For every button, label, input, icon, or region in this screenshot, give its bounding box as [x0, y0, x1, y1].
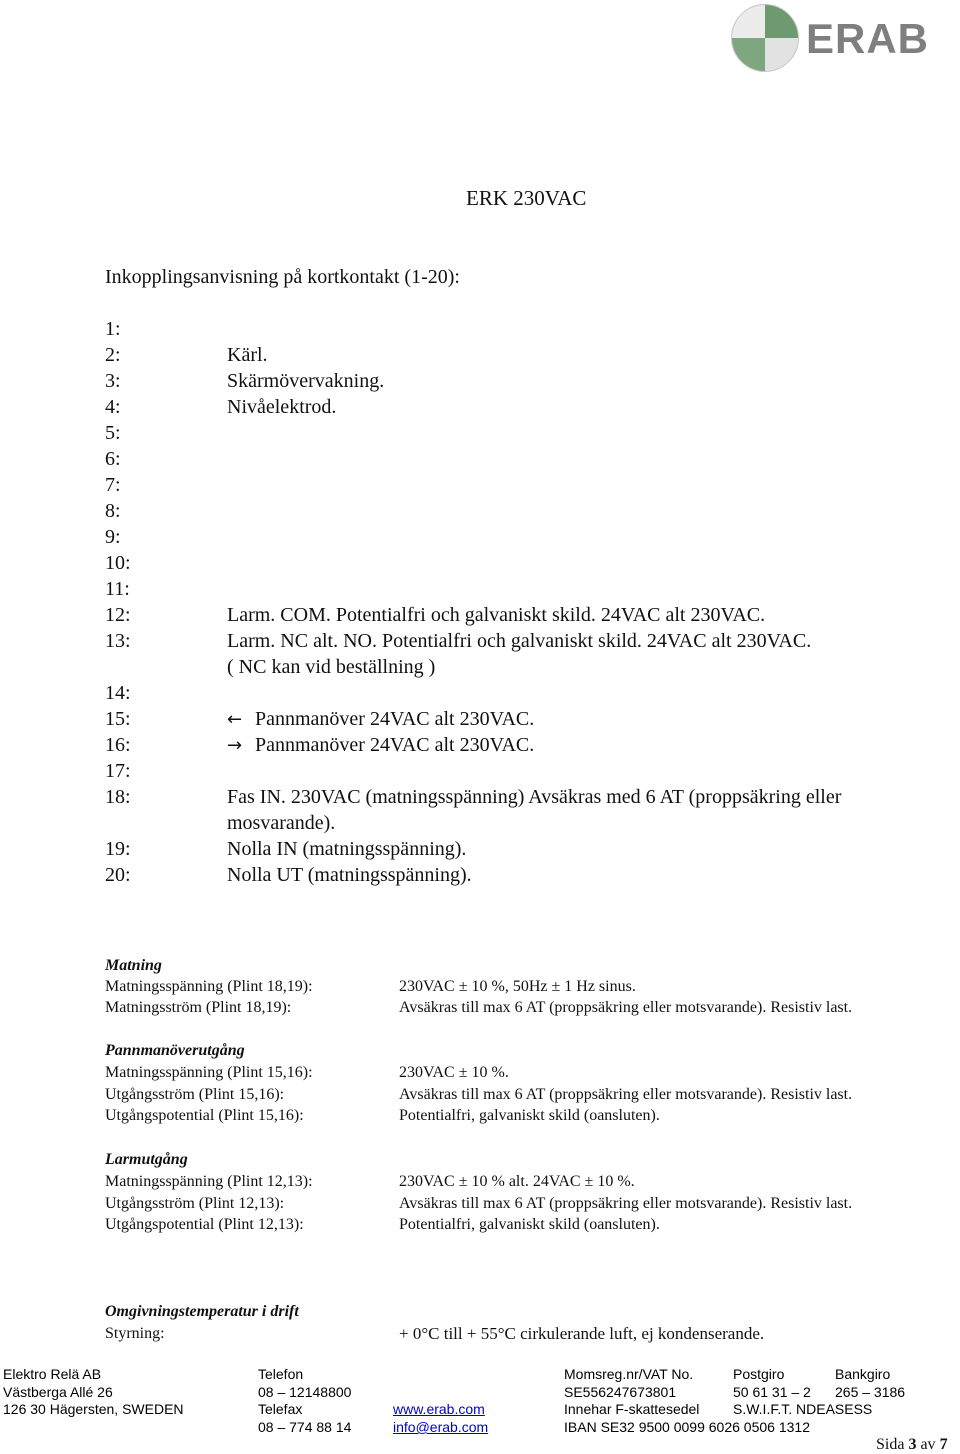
- pin-number: 5:: [105, 422, 121, 444]
- pin-description: [227, 656, 435, 679]
- footer-postgiro: 50 61 31 – 2: [733, 1384, 811, 1400]
- pin-number: 17:: [105, 760, 131, 782]
- page-number: [876, 1436, 948, 1454]
- footer-city: 126 30 Hägersten, SWEDEN: [3, 1401, 184, 1417]
- footer-website-link[interactable]: www.erab.com: [393, 1401, 485, 1417]
- footer-iban: IBAN SE32 9500 0099 6026 0506 1312: [564, 1419, 810, 1435]
- page-mid: av: [916, 1436, 940, 1453]
- pin-description-text: Kärl.: [227, 344, 268, 366]
- pin-number: 19:: [105, 838, 131, 860]
- erab-logo: [726, 0, 960, 76]
- spec-value: Avsäkras till max 6 AT (proppsäkring eller motsvarande). Resistiv last.: [399, 1086, 853, 1103]
- page-prefix: Sida: [876, 1436, 909, 1453]
- spec-value: Potentialfri, galvaniskt skild (oansluten).: [399, 1107, 660, 1124]
- pin-description-text: Pannmanöver 24VAC alt 230VAC.: [255, 734, 535, 756]
- pin-description: [227, 396, 336, 419]
- pin-number: 2:: [105, 344, 121, 366]
- pin-description: [227, 344, 268, 367]
- footer-email-link[interactable]: info@erab.com: [393, 1419, 489, 1435]
- pin-description-text: Pannmanöver 24VAC alt 230VAC.: [255, 708, 535, 730]
- footer-address: Västberga Allé 26: [3, 1384, 113, 1400]
- footer-fax: 08 – 774 88 14: [258, 1419, 352, 1435]
- pin-description: [227, 604, 765, 627]
- pin-number: 4:: [105, 396, 121, 418]
- pin-description: [227, 864, 472, 887]
- pin-description: [227, 708, 534, 731]
- spec-value: Avsäkras till max 6 AT (proppsäkring eller motsvarande). Resistiv last.: [399, 999, 853, 1016]
- spec-heading-temp: Omgivningstemperatur i drift: [105, 1303, 299, 1320]
- pin-number: 9:: [105, 526, 121, 548]
- footer-company: Elektro Relä AB: [3, 1366, 102, 1382]
- document-title: ERK 230VAC: [466, 186, 587, 210]
- pin-description-text: Nivåelektrod.: [227, 396, 337, 418]
- spec-value: 230VAC ± 10 %, 50Hz ± 1 Hz sinus.: [399, 978, 636, 995]
- pin-number: 11:: [105, 578, 130, 600]
- pin-number: 3:: [105, 370, 121, 392]
- pin-number: 10:: [105, 552, 131, 574]
- footer-vat: SE556247673801: [564, 1384, 677, 1400]
- pin-description-text: Skärmövervakning.: [227, 370, 385, 392]
- pin-number: 12:: [105, 604, 131, 626]
- spec-value: Potentialfri, galvaniskt skild (oansluten).: [399, 1216, 660, 1233]
- footer-phone-label: Telefon: [258, 1366, 304, 1382]
- spec-label: Styrning:: [105, 1325, 165, 1342]
- arrow-left-icon: ←: [227, 709, 243, 730]
- page-total: 7: [939, 1436, 948, 1453]
- pin-description-text: Larm. NC alt. NO. Potentialfri och galvaniskt skild. 24VAC alt 230VAC.: [227, 630, 812, 652]
- spec-label: Matningsspänning (Plint 12,13):: [105, 1173, 313, 1190]
- pin-number: 14:: [105, 682, 131, 704]
- pin-description: [227, 786, 841, 809]
- spec-heading-pannmanover: Pannmanöverutgång: [105, 1042, 245, 1059]
- pin-number: 8:: [105, 500, 121, 522]
- pin-description-text: ( NC kan vid beställning ): [227, 656, 436, 678]
- page-current: 3: [908, 1436, 917, 1453]
- pin-number: 6:: [105, 448, 121, 470]
- pin-description-text: Nolla IN (matningsspänning).: [227, 838, 467, 860]
- spec-label: Matningsspänning (Plint 15,16):: [105, 1064, 313, 1081]
- pin-number: 15:: [105, 708, 131, 730]
- erab-logo-mark: [726, 0, 960, 76]
- spec-label: Matningsström (Plint 18,19):: [105, 999, 292, 1016]
- footer-vat-label: Momsreg.nr/VAT No.: [564, 1366, 694, 1382]
- footer-tax: Innehar F-skattesedel: [564, 1401, 700, 1417]
- pin-description: [227, 370, 384, 393]
- pin-description-text: Larm. COM. Potentialfri och galvaniskt skild. 24VAC alt 230VAC.: [227, 604, 766, 626]
- spec-label: Utgångspotential (Plint 12,13):: [105, 1216, 304, 1233]
- footer-fax-label: Telefax: [258, 1401, 303, 1417]
- pin-number: 16:: [105, 734, 131, 756]
- pin-number: 1:: [105, 318, 121, 340]
- pin-number: 13:: [105, 630, 131, 652]
- footer-postgiro-label: Postgiro: [733, 1366, 785, 1382]
- svg-text:ERAB: ERAB: [806, 15, 930, 62]
- spec-value: 230VAC ± 10 % alt. 24VAC ± 10 %.: [399, 1173, 635, 1190]
- arrow-right-icon: →: [227, 735, 243, 756]
- footer-phone: 08 – 12148800: [258, 1384, 352, 1400]
- pin-description: [227, 812, 335, 835]
- pin-number: 7:: [105, 474, 121, 496]
- footer-swift: S.W.I.F.T. NDEASESS: [733, 1401, 873, 1417]
- spec-value: 230VAC ± 10 %.: [399, 1064, 509, 1081]
- pin-description: [227, 630, 811, 653]
- footer-bankgiro-label: Bankgiro: [835, 1366, 891, 1382]
- pin-description: [227, 838, 466, 861]
- spec-value: Avsäkras till max 6 AT (proppsäkring eller motsvarande). Resistiv last.: [399, 1195, 853, 1212]
- spec-heading-matning: Matning: [105, 957, 162, 974]
- spec-label: Utgångsström (Plint 15,16):: [105, 1086, 285, 1103]
- pin-number: 20:: [105, 864, 131, 886]
- spec-heading-larm: Larmutgång: [105, 1151, 188, 1168]
- pin-description: [227, 734, 534, 757]
- pin-description-text: Nolla UT (matningsspänning).: [227, 864, 472, 886]
- pin-description-text: mosvarande).: [227, 812, 336, 834]
- pin-number: 18:: [105, 786, 131, 808]
- section-intro: Inkopplingsanvisning på kortkontakt (1-20):: [105, 266, 460, 288]
- spec-label: Utgångsström (Plint 12,13):: [105, 1195, 285, 1212]
- spec-label: Utgångspotential (Plint 15,16):: [105, 1107, 304, 1124]
- footer-bankgiro: 265 – 3186: [835, 1384, 906, 1400]
- spec-value: + 0°C till + 55°C cirkulerande luft, ej kondenserande.: [399, 1324, 765, 1343]
- pin-description-text: Fas IN. 230VAC (matningsspänning) Avsäkras med 6 AT (proppsäkring eller: [227, 786, 842, 808]
- spec-label: Matningsspänning (Plint 18,19):: [105, 978, 313, 995]
